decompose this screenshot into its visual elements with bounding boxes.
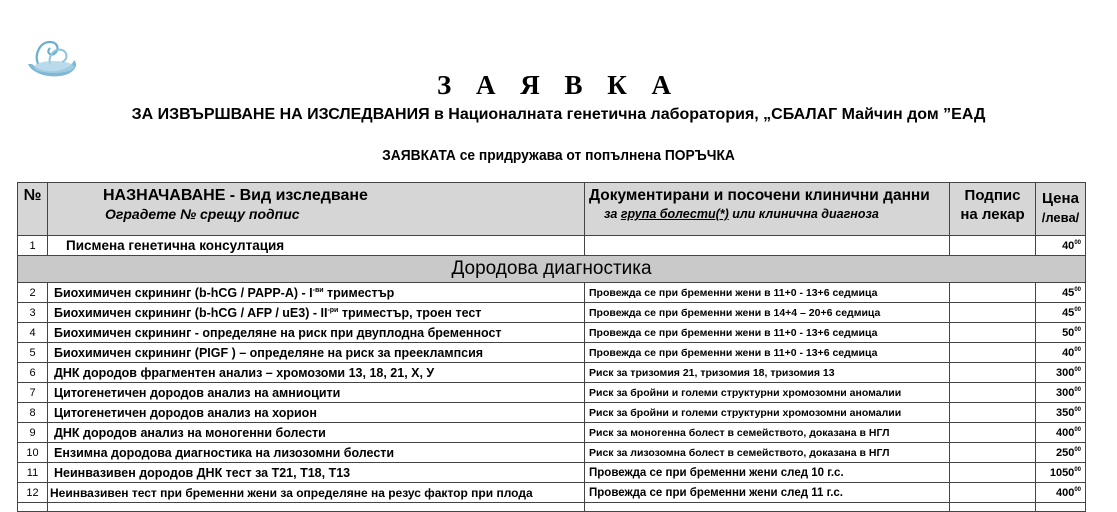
table-row-cut xyxy=(18,503,1086,512)
header-assignment-title: НАЗНАЧАВАНЕ - Вид изследване xyxy=(103,187,368,204)
signature-cell[interactable] xyxy=(950,443,1036,463)
header-signature: Подпис на лекар xyxy=(950,183,1036,236)
table-row: 3 Биохимичен скрининг (b-hCG / AFP / $uE3) - II^{-ри}$ триместър, троен тест Провежда се при бременни жени в 14+4 – 20+6 седмица $45^{00}$ xyxy=(18,303,1086,323)
table-row: 11 Неинвазивен дородов ДНК тест за Т21, Т18, Т13 Провежда се при бременни жени след 10 г.с. 1050$^{00}$ xyxy=(18,463,1086,483)
disease-group-link: група болести(*) xyxy=(620,207,729,221)
document-title: З А Я В К А xyxy=(436,70,681,100)
table-row: 6 ДНК дородов фрагментен анализ – хромозоми 13, 18, 21, X, У Риск за тризомия 21, тризомия 18, тризомия 13 $300^{00}$ xyxy=(18,363,1086,383)
table-row: 10 Ензимна дородова диагностика на лизозомни болести Риск за лизозомна болест в семейството, доказана в НГЛ $250^{00}$ xyxy=(18,443,1086,463)
table-row: 8 Цитогенетичен дородов анализ на хорион Риск за бройни и големи структурни хромозомни аномалии $350^{00}$ xyxy=(18,403,1086,423)
table-row: 4 Биохимичен скрининг - определяне на риск при двуплодна бременност Провежда се при бременни жени в 11+0 - 13+6 седмица $50^{00}$ xyxy=(18,323,1086,343)
signature-cell[interactable] xyxy=(950,303,1036,323)
table-header-row xyxy=(18,183,1086,236)
header-number: № xyxy=(18,183,48,236)
header-clinical-data xyxy=(585,183,950,236)
signature-cell[interactable] xyxy=(950,483,1036,503)
document-note: ЗАЯВКАТА се придружава от попълнена ПОРЪЧКА xyxy=(382,147,735,164)
table-row: 1 Писмена генетична консултация $40^{00}$ xyxy=(18,236,1086,256)
table-row: 9 ДНК дородов анализ на моногенни болести Риск за моногенна болест в семейството, доказана в НГЛ $400^{00}$ xyxy=(18,423,1086,443)
header-clinical-subtitle: за група болести(*) или клинична диагноза xyxy=(604,207,879,221)
signature-cell[interactable] xyxy=(950,343,1036,363)
table-row: 5 Биохимичен скрининг (PIGF ) – определяне на риск за прееклампсия Провежда се при бременни жени в 11+0 - 13+6 седмица $40^{00}$ xyxy=(18,343,1086,363)
signature-cell[interactable] xyxy=(950,423,1036,443)
signature-cell[interactable] xyxy=(950,283,1036,303)
signature-cell[interactable] xyxy=(950,463,1036,483)
header-assignment-subtitle: Оградете № срещу подпис xyxy=(105,206,300,222)
signature-cell[interactable] xyxy=(950,403,1036,423)
signature-cell[interactable] xyxy=(950,236,1036,256)
signature-cell[interactable] xyxy=(950,323,1036,343)
table-row: 7 Цитогенетичен дородов анализ на амниоцити Риск за бройни и големи структурни хромозомни аномалии $300^{00}$ xyxy=(18,383,1086,403)
document-subtitle: ЗА ИЗВЪРШВАНЕ НА ИЗСЛЕДВАНИЯ в Националната генетична лаборатория, „СБАЛАГ Майчин дом ”ЕАД xyxy=(131,106,986,123)
signature-cell[interactable] xyxy=(950,363,1036,383)
header-clinical-title: Документирани и посочени клинични данни xyxy=(589,187,930,204)
table-row: 12 Неинвазивен тест при бременни жени за определяне на резус фактор при плода Провежда се при бременни жени след 11 г.с. $400^{00}$ xyxy=(18,483,1086,503)
header-price: Цена /лева/ xyxy=(1036,183,1086,236)
signature-cell[interactable] xyxy=(950,383,1036,403)
header-assignment xyxy=(48,183,585,236)
section-prenatal-title: Дородова диагностика xyxy=(18,256,1086,283)
table-row: 2 Биохимичен скрининг (b-hCG / PAPP-A) - $I^{-ви}$ триместър Провежда се при бременни жени в 11+0 - 13+6 седмица $45^{00}$ xyxy=(18,283,1086,303)
request-table xyxy=(17,182,1086,512)
section-prenatal-row xyxy=(18,256,1086,283)
